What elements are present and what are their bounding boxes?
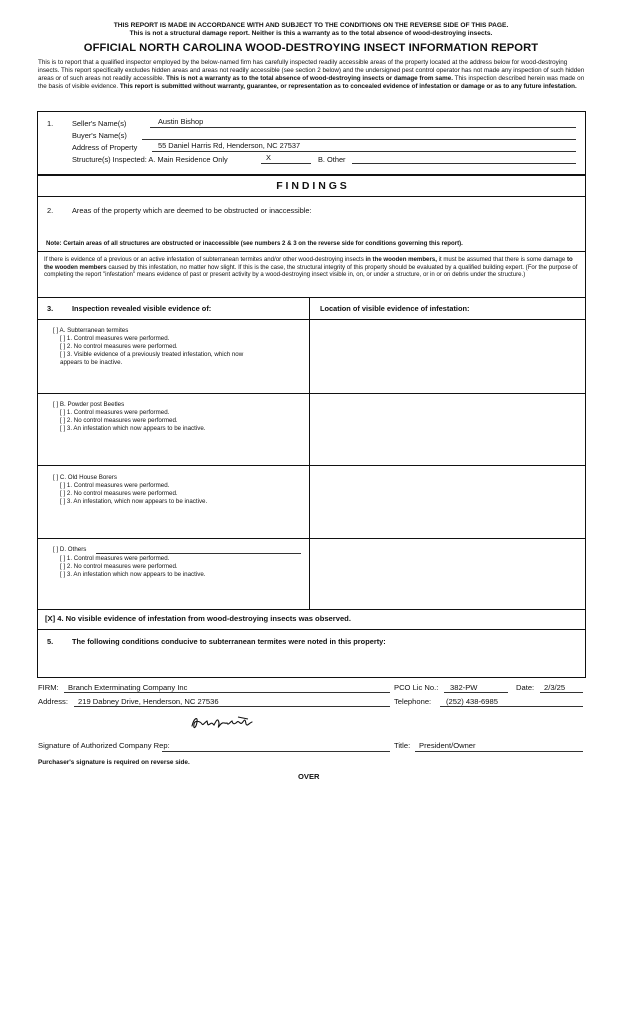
title-value: President/Owner <box>419 741 476 750</box>
address-value: 55 Daniel Harris Rd, Henderson, NC 27537 <box>158 141 301 150</box>
address-footer-value: 219 Dabney Drive, Henderson, NC 27536 <box>78 697 219 706</box>
address-line <box>152 151 576 152</box>
section-3-right-header: Location of visible evidence of infestation: <box>320 304 470 313</box>
section-4-text: [X] 4. No visible evidence of infestation from wood-destroying insects was observed. <box>45 614 351 623</box>
row-d-divider <box>37 609 586 610</box>
pco-line <box>444 692 508 693</box>
evidence-paragraph: If there is evidence of a previous or an active infestation of subterranean termites and/or other wood-destroying insects in the wooden members, it must be assumed that there is some damage to the wooden members caused by this infestation, no matter how slight. If this is the case, the structural integrity of this property should be evaluated by a qualified building expert. (For the purpose of completing the report "infestation" means evidence of past or present activity by a wood-destroying insect visible in, on, or under a structure, or in or on debris under the structure.) <box>44 256 578 279</box>
section-4-divider <box>37 629 586 630</box>
group-a-item-3-cont: appears to be inactive. <box>60 359 123 366</box>
group-d-item-2: [ ] 2. No control measures were performed. <box>60 563 178 570</box>
section-3-column-divider <box>309 297 310 609</box>
signature-label: Signature of Authorized Company Rep: <box>38 741 170 750</box>
other-line <box>352 163 576 164</box>
section-3-top-border <box>37 297 586 298</box>
structure-mark: X <box>266 153 271 162</box>
group-a-title: [ ] A. Subterranean termites <box>53 327 129 334</box>
address-label: Address of Property <box>72 143 138 152</box>
pco-value: 382-PW <box>450 683 478 692</box>
row-a-divider <box>37 393 586 394</box>
other-label: B. Other <box>318 155 346 164</box>
purchaser-note: Purchaser's signature is required on reverse side. <box>38 759 190 766</box>
group-b-item-3: [ ] 3. An infestation which now appears to be inactive. <box>60 425 206 432</box>
group-c-item-1: [ ] 1. Control measures were performed. <box>60 482 170 489</box>
group-d-item-3: [ ] 3. An infestation which now appears to be inactive. <box>60 571 206 578</box>
seller-label: Seller's Name(s) <box>72 119 127 128</box>
buyer-line <box>142 139 576 140</box>
seller-line <box>150 127 576 128</box>
header-line-1: THIS REPORT IS MADE IN ACCORDANCE WITH AND SUBJECT TO THE CONDITIONS ON THE REVERSE SIDE OF THIS PAGE. <box>113 22 509 29</box>
signature-line <box>162 751 390 752</box>
over-label: OVER <box>298 772 320 781</box>
section-3-number: 3. <box>47 304 54 313</box>
telephone-line <box>440 706 583 707</box>
row-c-divider <box>37 538 586 539</box>
intro-paragraph: This is to report that a qualified inspector employed by the below-named firm has carefully inspected readily accessible areas of the property located at the address below for wood-destroying insects. This report specifically excludes hidden areas and areas not readily accessible (see section 2 below) and the undersigned pest control operator has not made any inspection of such hidden areas or of such areas not readily accessible. This is not a warranty as to the total absence of wood-destroying insects or damage from same. This inspection described herein was made on the basis of visible evidence. This report is submitted without warranty, guarantee, or representation as to concealed evidence of infestation or damage or as to any future infestation. <box>38 59 585 90</box>
pco-label: PCO Lic No.: <box>394 683 439 692</box>
section-5-text: The following conditions conducive to subterranean termites were noted in this property: <box>72 637 386 646</box>
group-a-item-3: [ ] 3. Visible evidence of a previously treated infestation, which now <box>60 351 244 358</box>
findings-title-divider <box>37 196 586 197</box>
seller-value: Austin Bishop <box>158 117 204 126</box>
group-d-others-line <box>96 553 301 554</box>
group-b-item-2: [ ] 2. No control measures were performed. <box>60 417 178 424</box>
telephone-value: (252) 438-6985 <box>446 697 498 706</box>
group-c-item-3: [ ] 3. An infestation, which now appears to be inactive. <box>60 498 208 505</box>
findings-title: F I N D I N G S <box>276 180 347 192</box>
firm-label: FIRM: <box>38 683 59 692</box>
date-value: 2/3/25 <box>544 683 566 692</box>
buyer-label: Buyer's Name(s) <box>72 131 127 140</box>
header-line-2: This is not a structural damage report. Neither is this a warranty as to the total absence of wood-destroying insects. <box>129 30 493 37</box>
group-d-item-1: [ ] 1. Control measures were performed. <box>60 555 170 562</box>
structure-line <box>261 163 311 164</box>
group-b-item-1: [ ] 1. Control measures were performed. <box>60 409 170 416</box>
firm-line <box>64 692 390 693</box>
report-title: OFFICIAL NORTH CAROLINA WOOD-DESTROYING INSECT INFORMATION REPORT <box>83 42 539 54</box>
note-divider <box>37 251 586 252</box>
structure-label: Structure(s) Inspected: A. Main Residence Only <box>72 155 228 164</box>
group-c-title: [ ] C. Old House Borers <box>53 474 117 481</box>
date-label: Date: <box>516 683 535 692</box>
address-footer-line <box>74 706 390 707</box>
firm-value: Branch Exterminating Company Inc <box>68 683 188 692</box>
handwritten-signature <box>188 712 260 734</box>
title-line <box>415 751 583 752</box>
date-line <box>540 692 583 693</box>
section-2-text: Areas of the property which are deemed to be obstructed or inaccessible: <box>72 206 312 215</box>
obstruction-note: Note: Certain areas of all structures are obstructed or inaccessible (see numbers 2 & 3 on the reverse side for conditions governing this report). <box>46 240 463 247</box>
section-1-number: 1. <box>47 119 54 128</box>
address-footer-label: Address: <box>38 697 68 706</box>
group-b-title: [ ] B. Powder post Beetles <box>53 401 125 408</box>
section-3-header-divider <box>37 319 586 320</box>
group-a-item-2: [ ] 2. No control measures were performed. <box>60 343 178 350</box>
group-c-item-2: [ ] 2. No control measures were performed. <box>60 490 178 497</box>
group-d-title: [ ] D. Others <box>53 546 87 553</box>
title-label: Title: <box>394 741 411 750</box>
group-a-item-1: [ ] 1. Control measures were performed. <box>60 335 170 342</box>
row-b-divider <box>37 465 586 466</box>
section-5-number: 5. <box>47 637 54 646</box>
section-3-left-header: Inspection revealed visible evidence of: <box>72 304 212 313</box>
section-2-number: 2. <box>47 206 54 215</box>
telephone-label: Telephone: <box>394 697 432 706</box>
